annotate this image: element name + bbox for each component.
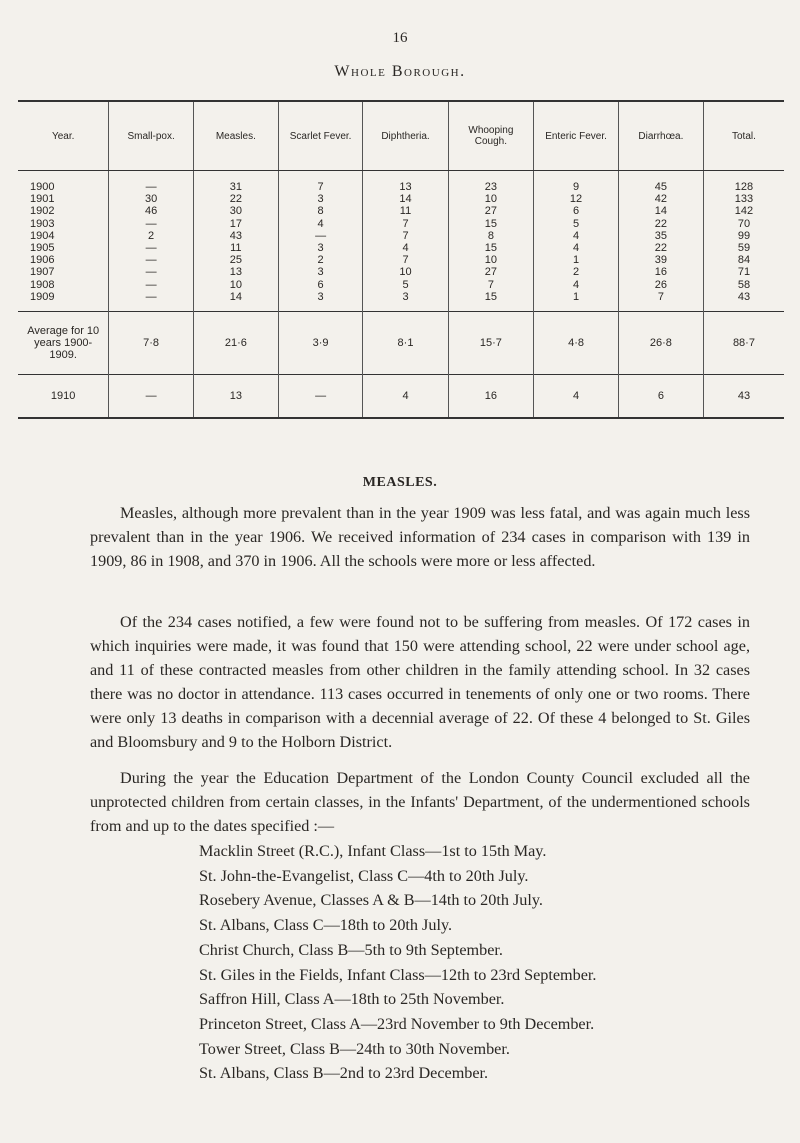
table-cell: 3: [317, 266, 324, 279]
table-cell: 11: [230, 242, 242, 255]
table-cell: —: [145, 181, 157, 193]
table-cell: 84: [737, 254, 751, 267]
paragraph-text: Measles, although more prevalent than in the year 1909 was less fatal, and was again much less prevalent than in the year 1906. We received information of 234 cases in comparison with 139 in 1909, 86 in 1908, and 370 in 1906. All the schools were more or less affected.: [90, 504, 750, 570]
column-header: Diarrhœa.: [618, 101, 703, 171]
table-column-block: [278, 171, 363, 312]
table-cell: 4: [572, 242, 580, 255]
measles-heading: MEASLES.: [362, 475, 438, 490]
table-cell: 46: [144, 205, 158, 218]
year-1910-row: [18, 375, 784, 419]
table-cell: 39: [654, 254, 667, 267]
table-cell: 6: [317, 278, 324, 291]
table-cell: 8: [487, 229, 494, 242]
table-cell: 15·7: [448, 312, 534, 375]
table-cell: 43: [229, 229, 242, 242]
table-cell: 25: [229, 254, 242, 267]
table-cell: 1902: [30, 205, 55, 218]
table-cell: 88·7: [703, 312, 784, 375]
average-row: [18, 312, 784, 375]
table-cell: 43: [737, 290, 751, 303]
table-cell: 15: [484, 217, 498, 230]
table-cell: 1905: [30, 242, 55, 255]
page-number: 16: [392, 30, 408, 46]
table-cell: 1906: [30, 254, 55, 267]
table-cell: 4: [402, 242, 409, 255]
closure-entry: Saffron Hill, Class A—18th to 25th November.: [199, 990, 505, 1009]
table-column-block: [703, 171, 784, 312]
table-cell: 1908: [30, 278, 55, 291]
table-cell: 13: [229, 266, 242, 279]
table-cell: 2: [148, 229, 155, 242]
table-column-block: [18, 171, 109, 312]
measles-paragraph-1: [90, 501, 750, 573]
section-title: Whole Borough.: [334, 63, 466, 80]
table-column-block: [109, 171, 194, 312]
table-cell: 3: [317, 193, 324, 206]
table-column-block: [363, 171, 448, 312]
column-header: Diphtheria.: [363, 101, 448, 171]
table-cell: 1903: [30, 217, 55, 230]
table-cell: 12: [569, 193, 583, 206]
table-cell: 4: [572, 278, 580, 291]
table-cell: 14: [229, 290, 242, 303]
table-cell: 70: [737, 217, 751, 230]
table-cell: 17: [229, 217, 242, 230]
table-cell: 15: [484, 290, 498, 303]
table-cell: 3: [317, 290, 324, 303]
column-header: Measles.: [193, 101, 278, 171]
table-cell: —: [278, 375, 363, 419]
column-header: Small-pox.: [109, 101, 194, 171]
table-cell: 8: [317, 205, 324, 218]
table-cell: 59: [737, 242, 751, 255]
table-cell: 8·1: [363, 312, 448, 375]
table-cell: 133: [734, 193, 754, 206]
table-cell: 7·8: [109, 312, 194, 375]
table-cell: 1901: [30, 193, 55, 206]
table-cell: 10: [229, 278, 242, 291]
table-cell: 7: [402, 229, 409, 242]
table-cell: 71: [737, 266, 751, 279]
average-label: Average for 10 years 1900-1909.: [18, 312, 109, 375]
closure-entry: Macklin Street (R.C.), Infant Class—1st to 15th May.: [199, 842, 547, 860]
column-header: Enteric Fever.: [534, 101, 619, 171]
table-cell: 5: [402, 278, 409, 291]
column-header: Whooping Cough.: [448, 101, 534, 171]
table-cell: 4: [534, 375, 619, 419]
closure-entry: Rosebery Avenue, Classes A & B—14th to 20th July.: [199, 891, 543, 910]
table-column-block: [618, 171, 703, 312]
table-column-block: [534, 171, 619, 312]
measles-paragraph-2: [90, 610, 750, 754]
table-cell: 6: [572, 205, 580, 218]
table-cell: 10: [399, 266, 412, 279]
table-cell: 99: [737, 229, 751, 242]
table-cell: —: [145, 278, 157, 291]
notifications-table: [18, 100, 784, 419]
table-cell: 10: [484, 254, 498, 267]
table-cell: —: [145, 254, 157, 267]
table-cell: 2: [572, 266, 580, 279]
table-cell: 13: [399, 181, 412, 193]
table-cell: 35: [654, 229, 667, 242]
table-cell: 1909: [30, 290, 55, 303]
table-cell: 6: [618, 375, 703, 419]
table-column-block: [448, 171, 534, 312]
table-cell: 23: [484, 181, 498, 193]
table-cell: 142: [734, 205, 754, 218]
table-cell: 15: [484, 242, 498, 255]
table-cell: 22: [229, 193, 242, 206]
closure-entry: Tower Street, Class B—24th to 30th November.: [199, 1039, 510, 1058]
table-cell: 43: [703, 375, 784, 419]
column-header: Year.: [18, 101, 109, 171]
yearly-block: [18, 171, 784, 312]
table-cell: 7: [487, 278, 494, 291]
table-cell: 14: [399, 193, 412, 206]
table-cell: 3: [317, 242, 324, 255]
table-cell: 11: [399, 205, 412, 218]
table-cell: 26·8: [618, 312, 703, 375]
table-cell: 3: [402, 290, 409, 303]
table-cell: 4: [572, 229, 580, 242]
table-cell: 42: [654, 193, 667, 206]
table-cell: 7: [657, 290, 664, 303]
school-closures-list: [199, 839, 759, 1086]
table-cell: 31: [229, 181, 242, 193]
table-cell: 2: [317, 254, 324, 267]
table-cell: 1907: [30, 266, 55, 279]
table-cell: —: [145, 290, 157, 303]
paragraph-text: Of the 234 cases notified, a few were found not to be suffering from measles. Of 172 cases in which inquiries were made, it was found that 150 were attending school, 22 were under school age, and 11 of these contracted measles from other children in the family attending school. In 32 cases there was no doctor in attendance. 113 cases occurred in tenements of only one or two rooms. There were only 13 deaths in comparison with a decennial average of 22. Of these 4 belonged to St. Giles and Bloomsbury and 9 to the Holborn District.: [90, 613, 750, 751]
table-cell: 21·6: [193, 312, 278, 375]
table-cell: 1910: [18, 375, 109, 419]
table-cell: —: [315, 229, 327, 242]
table-cell: 7: [317, 181, 324, 193]
year-rows: [18, 171, 784, 312]
table-cell: 1: [572, 254, 580, 267]
table-cell: 30: [144, 193, 158, 206]
table-column-block: [193, 171, 278, 312]
table-cell: 4: [363, 375, 448, 419]
table-cell: 7: [402, 254, 409, 267]
table-cell: —: [145, 217, 157, 230]
column-header: Scarlet Fever.: [278, 101, 363, 171]
table-cell: 10: [484, 193, 498, 206]
table-cell: 22: [654, 242, 667, 255]
table-cell: —: [145, 242, 157, 255]
table-cell: 7: [402, 217, 409, 230]
table-cell: 128: [734, 181, 754, 193]
table-cell: 58: [737, 278, 751, 291]
table-cell: 14: [654, 205, 667, 218]
closure-entry: St. Giles in the Fields, Infant Class—12th to 23rd September.: [199, 965, 597, 984]
closure-entry: St. John-the-Evangelist, Class C—4th to 20th July.: [199, 866, 529, 885]
table-cell: 9: [572, 181, 580, 193]
table-cell: 1904: [30, 229, 55, 242]
table-cell: 3·9: [278, 312, 363, 375]
table-header-row: [18, 101, 784, 171]
closure-entry: Princeton Street, Class A—23rd November to 9th December.: [199, 1014, 595, 1033]
paragraph-text: During the year the Education Department of the London County Council excluded all the unprotected children from certain classes, in the Infants' Department, of the undermentioned schools from and up to the dates specified :—: [90, 769, 750, 835]
table-cell: 1900: [30, 181, 55, 193]
table-cell: 4: [317, 217, 324, 230]
closure-entry: St. Albans, Class C—18th to 20th July.: [199, 916, 453, 935]
table-cell: 26: [654, 278, 667, 291]
table-cell: 13: [193, 375, 278, 419]
table-cell: 16: [654, 266, 667, 279]
table-cell: 16: [448, 375, 534, 419]
table-cell: —: [109, 375, 194, 419]
column-header: Total.: [703, 101, 784, 171]
table-cell: 27: [484, 266, 498, 279]
table-cell: —: [145, 266, 157, 279]
table-cell: 4·8: [534, 312, 619, 375]
measles-paragraph-3: [90, 766, 750, 838]
table-cell: 1: [572, 290, 580, 303]
table-cell: 45: [654, 181, 667, 193]
table-cell: 22: [654, 217, 667, 230]
table-cell: 30: [229, 205, 242, 218]
closure-entry: Christ Church, Class B—5th to 9th September.: [199, 940, 503, 959]
closure-entry: St. Albans, Class B—2nd to 23rd December.: [199, 1064, 489, 1083]
table-cell: 27: [484, 205, 498, 218]
table-cell: 5: [572, 217, 580, 230]
